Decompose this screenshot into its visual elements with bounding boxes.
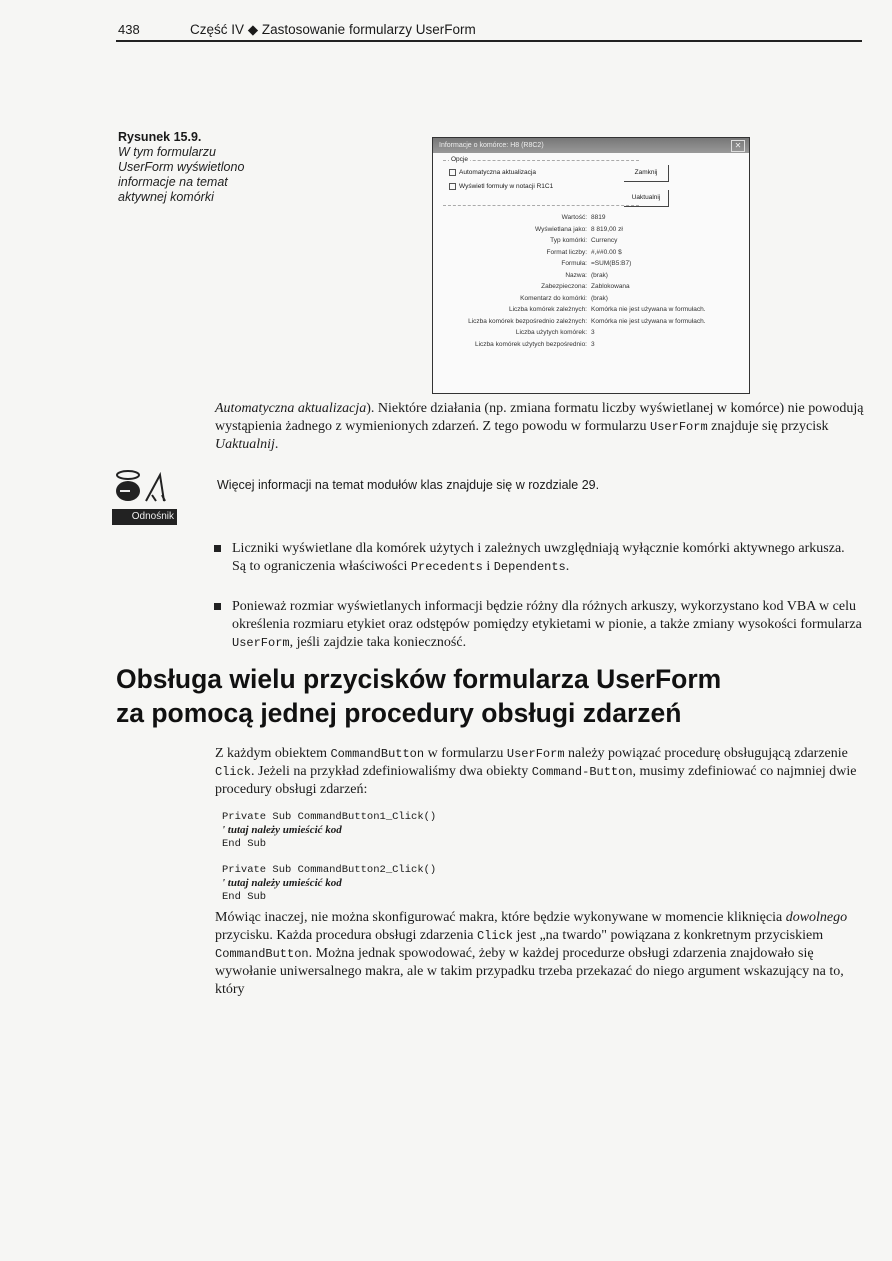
info-row bbox=[433, 339, 749, 351]
info-value: Komórka nie jest używana w formułach. bbox=[591, 317, 706, 325]
paragraph bbox=[215, 909, 865, 999]
close-icon: ✕ bbox=[731, 140, 745, 152]
info-label: Liczba komórek zależnych: bbox=[508, 306, 587, 313]
page-number: 438 bbox=[118, 22, 140, 37]
code-term: UserForm bbox=[506, 747, 565, 761]
info-row bbox=[433, 327, 749, 339]
header-rule bbox=[116, 40, 862, 42]
italic-text: Automatyczna aktualizacja bbox=[215, 401, 367, 416]
figure-caption bbox=[118, 130, 258, 205]
figure-label: Rysunek 15.9. bbox=[118, 130, 202, 144]
options-group bbox=[443, 156, 639, 206]
text: w formularzu bbox=[424, 746, 507, 761]
text: Liczniki wyświetlane dla komórek użytych i zależnych uwzględniają wyłącznie komórki aktywnego arkusza. Są to ograniczenia właściwości bbox=[232, 541, 845, 574]
info-label: Format liczby: bbox=[546, 248, 587, 256]
code-comment: ' tutaj należy umieścić kod bbox=[222, 877, 342, 889]
info-value: (brak) bbox=[591, 271, 608, 279]
section-heading bbox=[116, 662, 721, 730]
info-row bbox=[433, 247, 749, 259]
text: i bbox=[482, 559, 494, 574]
info-label: Typ komórki: bbox=[550, 237, 587, 244]
info-row bbox=[433, 293, 749, 305]
code-block bbox=[222, 864, 436, 904]
text: Mówiąc inaczej, nie można skonfigurować makra, które będzie wykonywane w momencie kliknięcia bbox=[215, 910, 786, 925]
heading-line: za pomocą jednej procedury obsługi zdarzeń bbox=[116, 698, 682, 728]
info-label: Formuła: bbox=[561, 260, 587, 267]
italic-text: Uaktualnij bbox=[215, 437, 275, 452]
info-value: #,##0.00 $ bbox=[591, 248, 622, 256]
figure-caption-text: W tym formularzu UserForm wyświetlono informacje na temat aktywnej komórki bbox=[118, 145, 245, 204]
info-value: 3 bbox=[591, 329, 595, 336]
note-icon-label: Odnośnik bbox=[112, 509, 177, 525]
cross-reference-icon bbox=[112, 467, 177, 525]
info-label: Liczba komórek użytych bezpośrednio: bbox=[474, 340, 587, 348]
running-header: Część IV ◆ Zastosowanie formularzy UserForm bbox=[190, 22, 476, 37]
bullet-item bbox=[232, 540, 862, 576]
info-value: =SUM(B5:B7) bbox=[591, 260, 632, 267]
info-value: Currency bbox=[591, 237, 618, 244]
text: , jeśli zajdzie taka konieczność. bbox=[289, 635, 467, 650]
info-label: Wyświetlana jako: bbox=[535, 225, 587, 233]
info-row bbox=[433, 270, 749, 282]
info-row bbox=[433, 281, 749, 293]
info-row bbox=[433, 235, 749, 247]
info-value: 8819 bbox=[591, 214, 606, 221]
text: jest „na twardo" powiązana z konkretnym przyciskiem bbox=[513, 928, 824, 943]
code-block bbox=[222, 811, 436, 851]
checkbox-label: Automatyczna aktualizacja bbox=[459, 169, 536, 177]
info-label: Liczba użytych komórek: bbox=[515, 329, 587, 336]
info-label: Nazwa: bbox=[565, 271, 587, 279]
info-value: Komórka nie jest używana w formułach. bbox=[591, 306, 706, 313]
info-row bbox=[433, 316, 749, 328]
code-comment: ' tutaj należy umieścić kod bbox=[222, 824, 342, 836]
code-term: Precedents bbox=[410, 560, 483, 574]
info-value: 8 819,00 zł bbox=[591, 225, 623, 233]
bullet-item bbox=[232, 598, 862, 652]
info-row bbox=[433, 258, 749, 270]
text: znajduje się przycisk bbox=[707, 419, 829, 434]
info-label: Zabezpieczona: bbox=[541, 283, 587, 290]
text: Z każdym obiektem bbox=[215, 746, 331, 761]
update-button: Uaktualnij bbox=[624, 190, 669, 207]
info-row bbox=[433, 304, 749, 316]
paragraph bbox=[215, 400, 865, 454]
info-value: Zablokowana bbox=[591, 283, 630, 290]
info-rows bbox=[433, 212, 749, 350]
auto-update-checkbox bbox=[449, 169, 536, 176]
cell-info-dialog-screenshot bbox=[432, 137, 750, 394]
info-label: Komentarz do komórki: bbox=[520, 294, 587, 302]
info-value: 3 bbox=[591, 340, 595, 348]
text: . Jeżeli na przykład zdefiniowaliśmy dwa obiekty bbox=[251, 764, 532, 779]
code-term: UserForm bbox=[650, 420, 708, 434]
code-line: Private Sub CommandButton1_Click() bbox=[222, 811, 437, 823]
info-value: (brak) bbox=[591, 294, 608, 302]
group-label: Opcje bbox=[451, 156, 468, 163]
code-line: Private Sub CommandButton2_Click() bbox=[222, 864, 437, 876]
info-row bbox=[433, 212, 749, 224]
code-term: CommandButton bbox=[330, 747, 425, 761]
info-row bbox=[433, 224, 749, 236]
info-label: Liczba komórek bezpośrednio zależnych: bbox=[468, 317, 587, 325]
italic-text: dowolnego bbox=[785, 910, 848, 925]
close-button: Zamknij bbox=[624, 165, 669, 182]
text: Ponieważ rozmiar wyświetlanych informacji będzie różny dla różnych arkuszy, wykorzystano kod VBA w celu określenia rozmiaru etykiet oraz odstępów pomiędzy etykietami w pionie, a także zmiany wysokości formularza bbox=[232, 599, 862, 632]
code-term: UserForm bbox=[232, 636, 290, 650]
text: ). Niektóre działania (np. zmiana formatu liczby wyświetlanej w komórce) nie powodują wystąpienia żadnego z wymienionych zdarzeń. Z tego powodu w formularzu bbox=[215, 401, 864, 434]
code-term: Click bbox=[215, 765, 252, 779]
text: należy powiązać procedurę obsługującą zdarzenie bbox=[564, 746, 848, 761]
dialog-titlebar bbox=[433, 138, 749, 153]
info-label: Wartość: bbox=[561, 214, 587, 221]
note-text: Więcej informacji na temat modułów klas znajduje się w rozdziale 29. bbox=[217, 478, 600, 492]
bullet-icon bbox=[214, 603, 221, 610]
code-term: Command-Button bbox=[531, 765, 633, 779]
code-term: Click bbox=[477, 929, 514, 943]
code-line: End Sub bbox=[222, 838, 267, 850]
dialog-title: Informacje o komórce: H8 (R8C2) bbox=[439, 142, 544, 149]
paragraph bbox=[215, 745, 865, 799]
bullet-icon bbox=[214, 545, 221, 552]
text: . Można jednak spowodować, żeby w każdej procedurze obsługi zdarzenia znajdowało się wywołanie uniwersalnego makra, ale w takim przypadku trzeba przekazać do niego argument wskazujący na to, który bbox=[215, 946, 844, 997]
r1c1-checkbox bbox=[449, 183, 553, 190]
code-line: End Sub bbox=[222, 891, 267, 903]
text: . bbox=[274, 437, 279, 452]
code-term: CommandButton bbox=[215, 947, 309, 961]
text: . bbox=[565, 559, 570, 574]
text: przycisku. Każda procedura obsługi zdarzenia bbox=[215, 928, 477, 943]
text: , musimy zdefiniować co najmniej dwie procedury obsługi zdarzeń: bbox=[215, 764, 857, 797]
heading-line: Obsługa wielu przycisków formularza UserForm bbox=[116, 664, 722, 694]
checkbox-label: Wyświetl formuły w notacji R1C1 bbox=[459, 183, 554, 191]
code-term: Dependents bbox=[493, 560, 566, 574]
